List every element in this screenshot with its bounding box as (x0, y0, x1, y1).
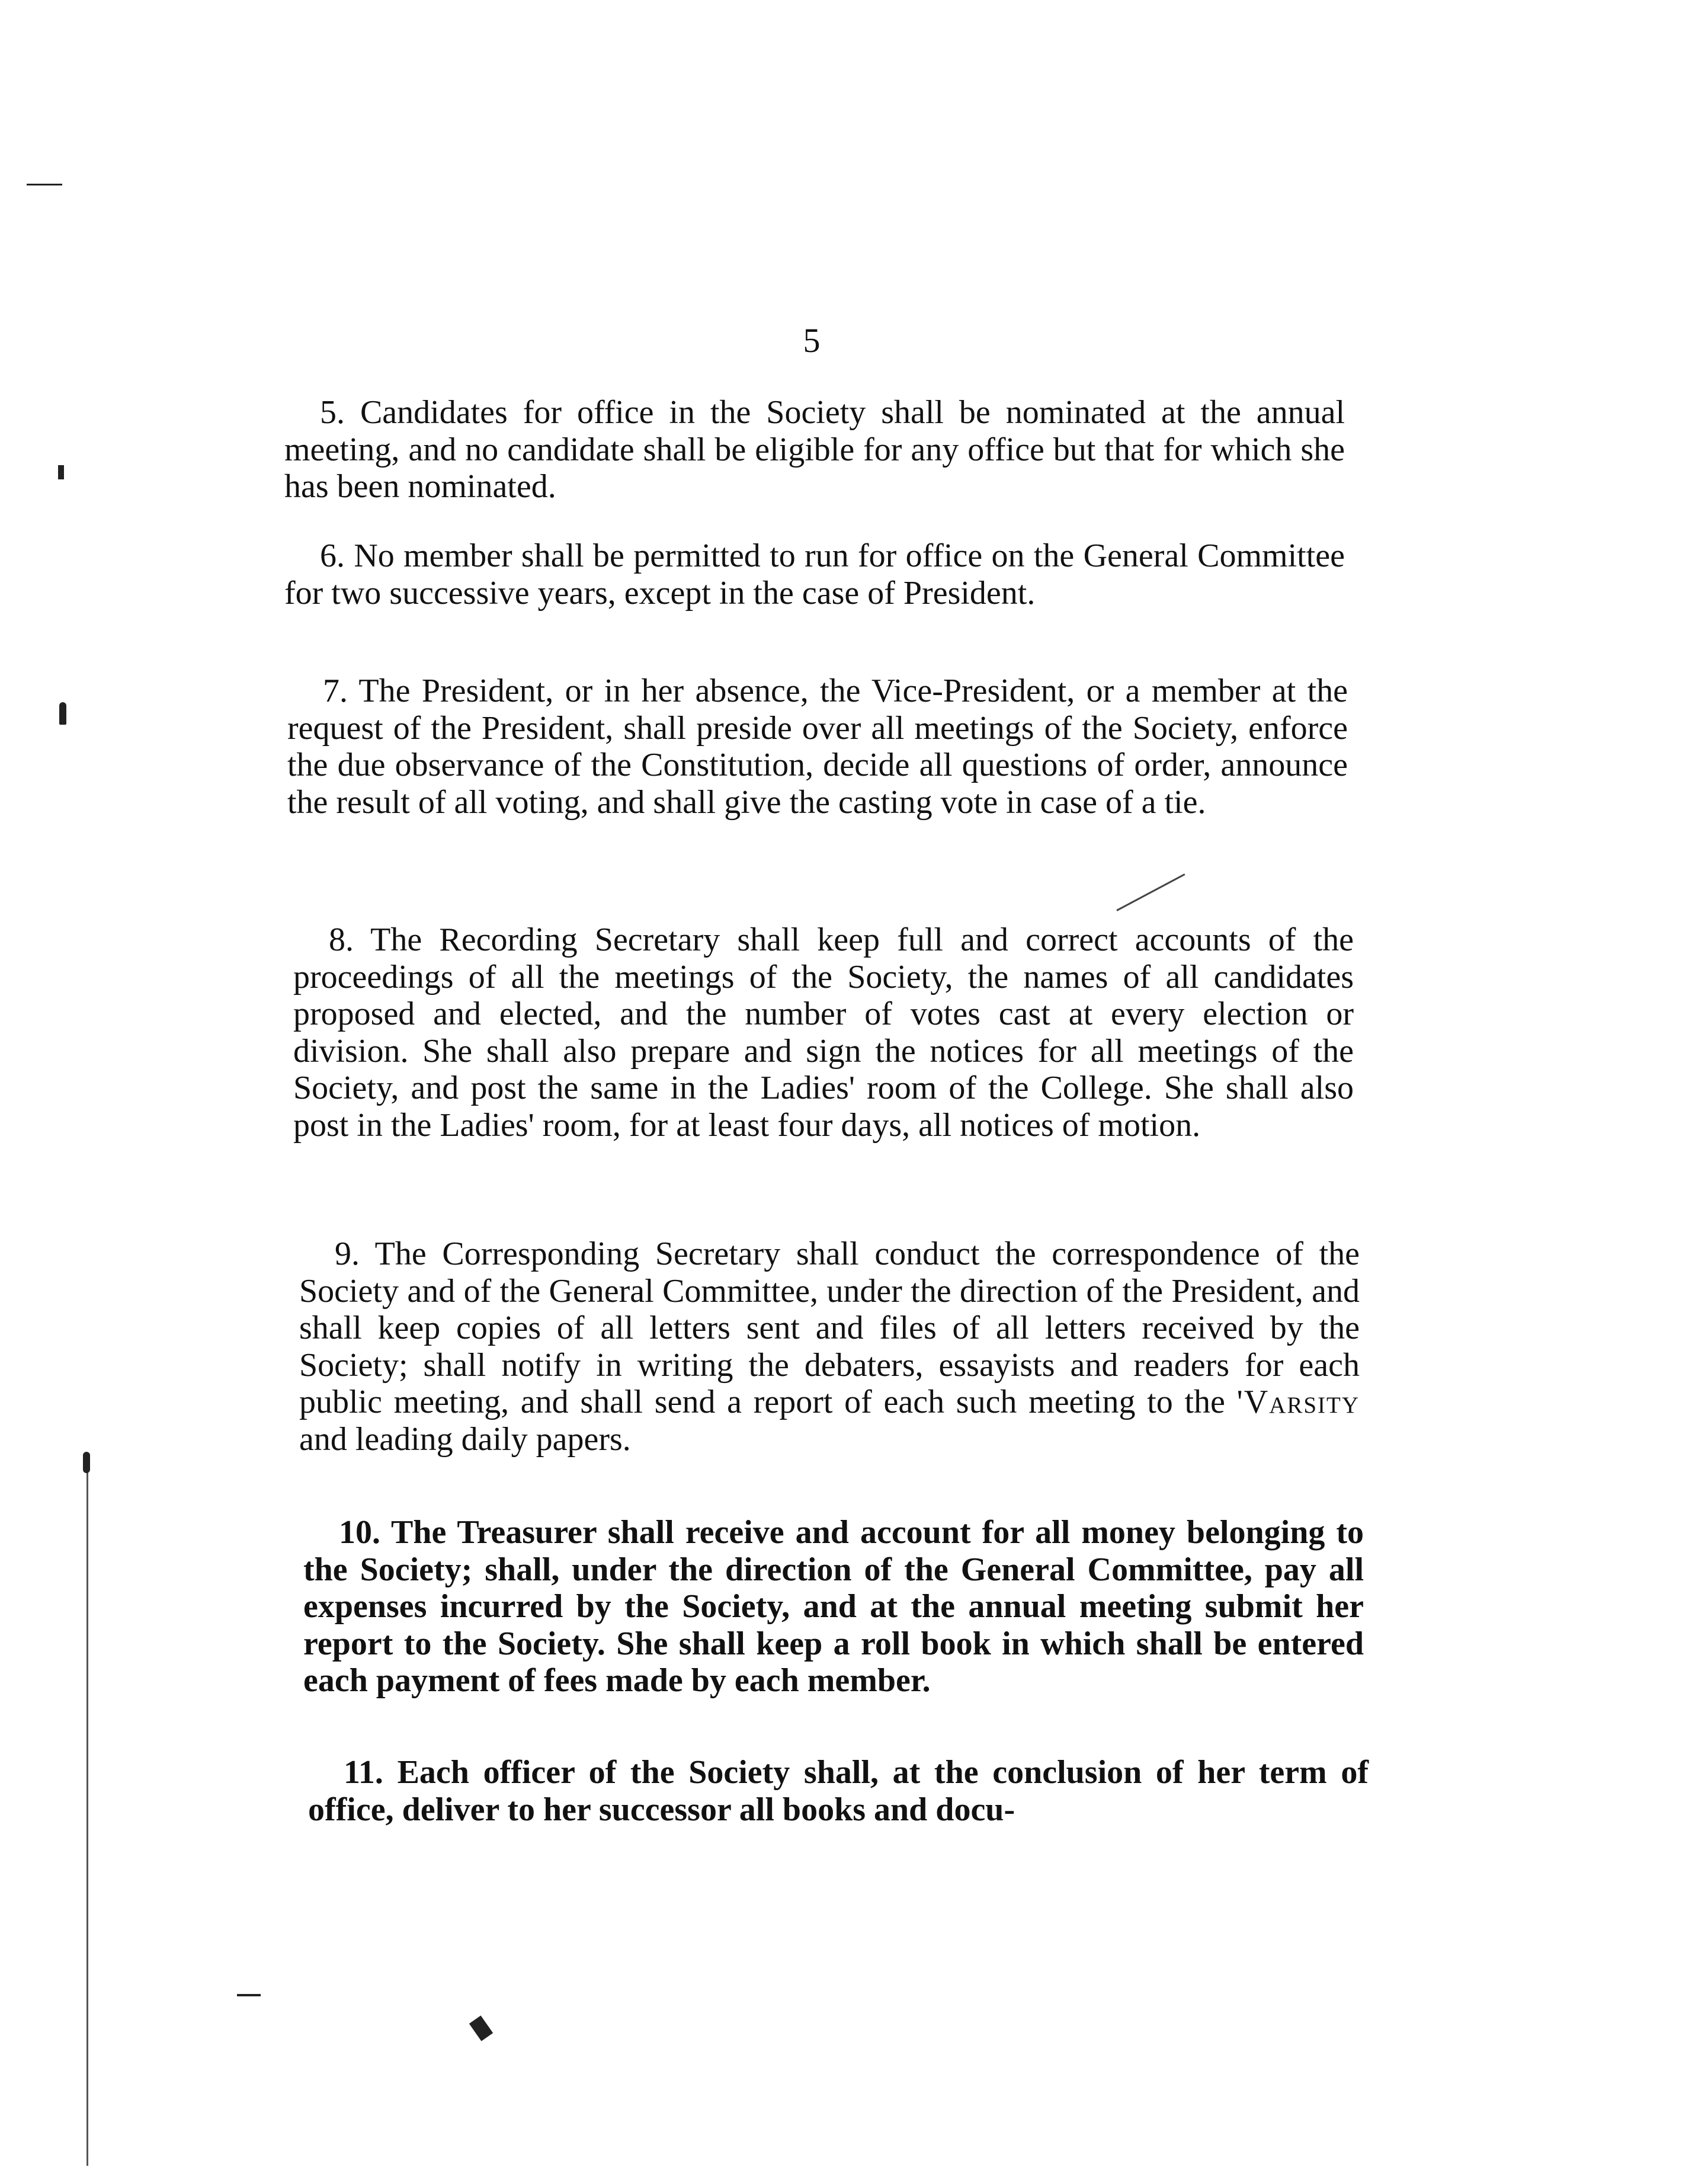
section-text: The President, or in her absence, the Vice-President, or a member at the request of the President, shall preside over all meetings of the Society, enforce the due observance of the Constitution, decide all questions of order, announce the result of all voting, and shall give the casting vote in case of a tie. (287, 673, 1348, 821)
check-mark (1116, 873, 1185, 911)
section-11-paragraph (308, 1754, 1369, 1828)
section-text: and leading daily papers. (299, 1420, 631, 1458)
margin-mark (58, 465, 64, 479)
margin-rule (86, 1455, 88, 2166)
section-10-paragraph (303, 1514, 1364, 1699)
section-number: 5. (320, 394, 345, 431)
page-number: 5 (803, 321, 821, 360)
section-text: The Corresponding Secretary shall conduct the correspondence of the Society and of the General Committee, under the direction of the President, and shall keep copies of all letters sent and files of all letters received by the Society; shall notify in writing the debaters, essayists and readers for each public meeting, and shall send a report of each such meeting to the (299, 1235, 1360, 1420)
section-number: 8. (329, 921, 354, 958)
section-9-paragraph (299, 1235, 1360, 1458)
section-number: 10. (339, 1514, 380, 1551)
section-text: Each officer of the Society shall, at the conclusion of her term of office, deliver to her successor all books and docu- (308, 1754, 1369, 1828)
section-text: The Recording Secretary shall keep full and correct accounts of the proceedings of all the meetings of the Society, the names of all candidates proposed and elected, and the number of votes cast at every election or division. She shall also prepare and sign the notices for all meetings of the Society, and post the same in the Ladies' room of the College. She shall also post in the Ladies' room, for at least four days, all notices of motion. (293, 921, 1354, 1144)
section-text: No member shall be permitted to run for office on the General Committee for two successive years, except in the case of President. (284, 537, 1345, 612)
section-text: Candidates for office in the Society shall be nominated at the annual meeting, and no candidate shall be eligible for any office but that for which she has been nominated. (284, 394, 1345, 505)
section-number: 7. (323, 673, 348, 709)
section-number: 9. (335, 1235, 360, 1272)
section-number: 6. (320, 537, 345, 574)
section-text: The Treasurer shall receive and account for all money belonging to the Society; shall, under the direction of the General Committee, pay all expenses incurred by the Society, and at the annual meeting submit her report to the Society. She shall keep a roll book in which shall be entered each payment of fees made by each member. (303, 1514, 1364, 1699)
varsity-name: 'Varsity (1236, 1384, 1360, 1420)
margin-mark (27, 184, 62, 185)
margin-mark (83, 1452, 90, 1473)
section-6-paragraph (284, 537, 1345, 612)
section-7-paragraph (287, 673, 1348, 821)
section-5-paragraph (284, 394, 1345, 505)
margin-mark (469, 2015, 493, 2041)
margin-mark (237, 1994, 261, 1996)
section-number: 11. (344, 1754, 383, 1791)
section-8-paragraph (293, 921, 1354, 1144)
margin-mark (59, 702, 66, 725)
